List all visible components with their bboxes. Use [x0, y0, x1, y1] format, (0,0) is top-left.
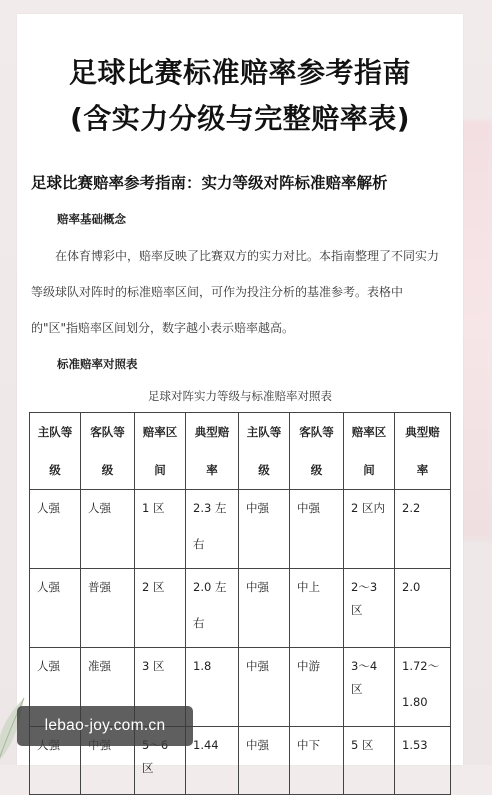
table-cell	[186, 490, 239, 569]
table-cell-text: 右	[193, 537, 205, 551]
table-cell-text: 准强	[88, 659, 111, 673]
table-cell	[239, 490, 290, 569]
table-cell	[290, 490, 344, 569]
table-cell	[239, 727, 290, 795]
table-cell-text: 区	[142, 761, 154, 775]
table-cell-text: 1.44	[193, 738, 219, 752]
column-header	[239, 413, 290, 490]
table-cell	[81, 569, 135, 648]
table-caption: 足球对阵实力等级与标准赔率对照表	[148, 389, 332, 403]
column-header	[135, 413, 186, 490]
table-cell-text: 1.80	[402, 695, 428, 709]
table-cell	[290, 648, 344, 727]
column-header-text: 率	[206, 463, 218, 477]
column-header-text: 率	[416, 463, 429, 477]
table-cell-text: 中下	[297, 738, 320, 752]
main-title-line-2: (含实力分级与完整赔率表)	[69, 102, 411, 135]
column-header	[344, 413, 395, 490]
table-cell-text: 右	[193, 616, 205, 630]
table-cell	[395, 490, 451, 569]
table-cell	[135, 569, 186, 648]
table-cell	[395, 648, 451, 727]
table-cell-text: 人强	[88, 501, 111, 515]
column-header-text: 典型赔	[194, 425, 230, 439]
column-header-text: 赔率区	[142, 425, 178, 439]
table-cell-text: 1.8	[193, 659, 212, 673]
table-cell-text: 1 区	[142, 501, 165, 515]
column-header-text: 级	[49, 463, 61, 477]
table-cell	[395, 727, 451, 795]
table-cell	[81, 490, 135, 569]
table-cell-text: 2.2	[402, 501, 421, 515]
table-cell-text: 3～4 区	[351, 659, 378, 696]
column-header-text: 客队等	[299, 425, 334, 439]
paragraph-line: 等级球队对阵时的标准赔率区间，可作为投注分析的基准参考。表格中	[31, 285, 404, 299]
column-header-text: 级	[258, 463, 270, 477]
table-cell	[186, 648, 239, 727]
table-cell-text: 中强	[246, 580, 269, 594]
column-header	[186, 413, 239, 490]
column-header	[290, 413, 344, 490]
paragraph-line: 的"区"指赔率区间划分，数字越小表示赔率越高。	[31, 321, 295, 335]
column-header-text: 间	[363, 463, 375, 477]
table-cell	[239, 569, 290, 648]
table-cell-text: 1.72～	[402, 659, 440, 673]
table-cell-text: 2.0 左	[193, 580, 227, 594]
table-cell-text: 2～3 区	[351, 580, 378, 617]
column-header-text: 客队等	[90, 425, 125, 439]
paragraph-line: 在体育博彩中，赔率反映了比赛双方的实力对比。本指南整理了不同实力	[55, 249, 440, 263]
table-cell-text: 5 区	[351, 738, 374, 752]
column-header-text: 间	[154, 463, 166, 477]
table-row	[30, 490, 451, 569]
column-header-text: 典型赔	[405, 425, 440, 439]
table-cell-text: 中上	[297, 580, 320, 594]
table-cell	[290, 569, 344, 648]
table-cell-text: 3 区	[142, 659, 165, 673]
table-cell-text: 2 区内	[351, 501, 385, 515]
table-cell-text: 普强	[88, 580, 111, 594]
column-header-text: 主队等	[37, 425, 73, 439]
table-body	[30, 490, 451, 795]
table-cell-text: 中强	[246, 501, 269, 515]
column-header	[395, 413, 451, 490]
table-cell-text: 2.3 左	[193, 501, 227, 515]
document-page	[17, 14, 463, 775]
table-cell-text: 人强	[37, 580, 60, 594]
table-cell	[135, 490, 186, 569]
table-cell-text: 中强	[246, 659, 269, 673]
table-cell	[30, 569, 81, 648]
table-cell-text: 2 区	[142, 580, 165, 594]
table-cell	[186, 569, 239, 648]
table-cell-text: 2.0	[402, 580, 421, 594]
table-heading: 标准赔率对照表	[57, 357, 138, 371]
table-cell-text: 1.53	[402, 738, 428, 752]
table-cell-text: 中游	[297, 659, 320, 673]
table-cell-text: 人强	[37, 659, 60, 673]
table-cell-text: 中强	[246, 738, 269, 752]
table-cell	[290, 727, 344, 795]
table-cell	[344, 569, 395, 648]
column-header-text: 赔率区	[351, 425, 387, 439]
column-header-text: 级	[310, 463, 323, 477]
table-cell	[344, 648, 395, 727]
column-header	[81, 413, 135, 490]
table-row	[30, 569, 451, 648]
concept-heading: 赔率基础概念	[57, 212, 126, 226]
section-heading: 足球比赛赔率参考指南：实力等级对阵标准赔率解析	[31, 174, 388, 192]
main-title-line-1: 足球比赛标准赔率参考指南	[68, 56, 411, 89]
table-cell	[395, 569, 451, 648]
table-cell	[186, 727, 239, 795]
main-title	[17, 50, 463, 142]
table-cell	[344, 490, 395, 569]
table-cell	[30, 490, 81, 569]
concept-paragraph	[31, 238, 457, 346]
table-cell-text: 中强	[297, 501, 320, 515]
watermark-badge: lebao-joy.com.cn	[17, 706, 193, 746]
table-cell-text: 人强	[37, 501, 60, 515]
table-cell	[344, 727, 395, 795]
table-cell	[239, 648, 290, 727]
column-header-text: 主队等	[246, 425, 282, 439]
column-header	[30, 413, 81, 490]
column-header-text: 级	[101, 463, 114, 477]
table-header-row	[30, 413, 451, 490]
